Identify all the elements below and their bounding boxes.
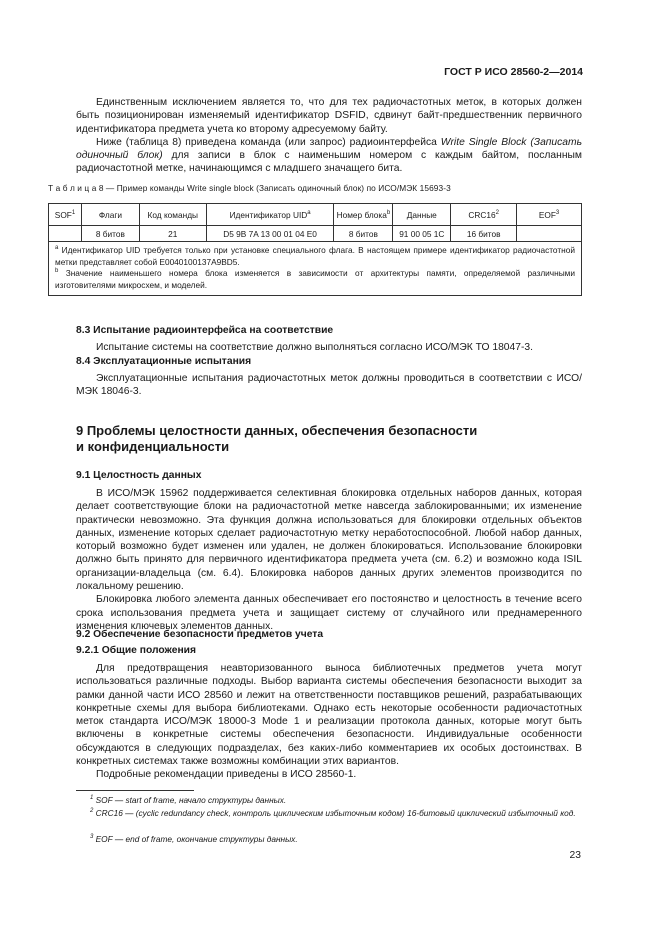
col-header-data: Данные <box>393 204 451 226</box>
cell-flags: 8 битов <box>81 226 139 242</box>
section-9-2-1-text <box>76 662 582 782</box>
footnote-2: $^2$ CRC16 — (cyclic redundancy check, контроль циклическим избыточным кодом) 16-битовый циклический избыточный код. <box>90 808 576 818</box>
cell-command-code: 21 <box>139 226 206 242</box>
table-header-row <box>49 204 582 226</box>
col-header-flags: Флаги <box>81 204 139 226</box>
section-9-1-title: 9.1 Целостность данных <box>76 470 202 481</box>
table-note-a: $^a$ Идентификатор UID требуется только при установке специального флага. В настоящем примере идентификатор радиочастотной метки представляет собой E0040100137A9BD5. <box>55 245 575 267</box>
col-header-uid: Идентификатор UID$^a$ <box>206 204 334 226</box>
intro-section <box>76 96 582 176</box>
page-number: 23 <box>569 850 581 861</box>
table-note-b: $^b$ Значение наименьшего номера блока изменяется в зависимости от архитектуры памяти, определяемой различными изготовителями микросхем, и моделей. <box>55 268 575 290</box>
table-caption: Т а б л и ц а 8 — Пример команды Write single block (Записать одиночный блок) по ИСО/МЭК 15693-3 <box>48 183 451 193</box>
col-header-crc16: $CRC16^2$ <box>451 204 517 226</box>
col-header-command-code: Код команды <box>139 204 206 226</box>
cell-eof <box>517 226 582 242</box>
section-9-1-paragraph-2: Блокировка любого элемента данных обеспечивает его постоянство и целостность в течение всего срока использования предмета учета и защищает систему от случайного или преднамеренного изменения ключевых элементов данных. <box>76 594 582 632</box>
section-9-2-1-paragraph-2: Подробные рекомендации приведены в ИСО 28560-1. <box>96 769 357 781</box>
section-9-2-title: 9.2 Обеспечение безопасности предметов учета <box>76 629 324 640</box>
footnote-separator <box>76 790 194 791</box>
running-header: ГОСТ Р ИСО 28560-2—2014 <box>444 66 583 78</box>
cell-data: 91 00 05 1C <box>393 226 451 242</box>
section-8-4-title: 8.4 Эксплуатационные испытания <box>76 356 252 367</box>
table-notes <box>49 242 582 296</box>
intro-paragraph-2: Ниже (таблица 8) приведена команда (или запрос) радиоинтерфейса Write Single Block (Записать одиночный блок) для записи в блок с наименьшим номером с каждым байтом, посланным радиочастотной метке, начинающимся с младшего значащего бита. <box>76 136 582 175</box>
section-8-3-text: Испытание системы на соответствие должно выполняться согласно ИСО/МЭК ТО 18047-3. <box>96 342 533 353</box>
table-row <box>49 226 582 242</box>
command-name: Write Single Block (Записать одиночный блок) <box>76 136 582 162</box>
intro-paragraph-1: Единственным исключением является то, что для тех радиочастотных меток, в которых должен быть позиционирован изменяемый идентификатор DSFID, сдвинут байт-предшественник первичного идентификатора предмета учета ко второму адресуемому байту. <box>76 97 582 135</box>
section-8-3-title: 8.3 Испытание радиоинтерфейса на соответствие <box>76 325 334 336</box>
col-header-eof: EOF$^3$ <box>517 204 582 226</box>
cell-sof <box>49 226 82 242</box>
section-9-1-paragraph-1: В ИСО/МЭК 15962 поддерживается селективная блокировка отдельных наборов данных, которая делает соответствующие блоки на радиочастотной метке навсегда заблокированными; их изменение практически невозможно. Эта функция должна использоваться для блокировки отдельных объектов данных, изменение которых сделает радиочастотную метку неработоспособной. Любой набор данных, который возможно будет изменен или удален, не должен блокироваться. Использование блокировки должно быть принято для первичного идентификатора предмета учета (см. 6.2) и возможно кода ISIL организации-владельца (см. 6.4). Блокировка наборов данных других элементов производится по локальному решению. <box>76 488 582 593</box>
command-table <box>48 203 582 296</box>
footnote-1: $^1$ SOF — start of frame, начало структуры данных. <box>90 795 287 805</box>
col-header-block-number: Номер блока$^b$ <box>334 204 393 226</box>
cell-block-number: 8 битов <box>334 226 393 242</box>
section-9-2-1-title: 9.2.1 Общие положения <box>76 645 196 656</box>
section-8-4-text: Эксплуатационные испытания радиочастотных меток должны проводиться в соответствии с ИСО/МЭК 18046-3. <box>76 373 582 398</box>
cell-uid: D5 9B 7A 13 00 01 04 E0 <box>206 226 334 242</box>
section-9-title: 9 Проблемы целостности данных, обеспечения безопасности и конфиденциальности <box>76 423 478 454</box>
col-header-sof: SOF$^1$ <box>49 204 82 226</box>
section-9-2-1-paragraph-1: Для предотвращения неавторизованного выноса библиотечных предметов учета могут использоваться различные подходы. Выбор варианта системы обеспечения безопасности выходит за рамки данной части ИСО 28560 и лежит на ответственности поставщиков решений, разрабатывающих конкретные схемы для выбора библиотеками. Однако есть некоторые особенности радиочастотных меток стандарта ИСО/МЭК 18000-3 Mode 1 и реализации протокола данных, которые могут быть включены в конкретные системы обеспечения безопасности. Индивидуальные особенности обсуждаются в следующих подразделах, без каких-либо комментариев их особых достоинствах. В конкретных системах также возможны комбинации этих вариантов. <box>76 663 582 768</box>
section-9-1-text <box>76 487 582 633</box>
cell-crc16: 16 битов <box>451 226 517 242</box>
footnote-3: $^3$ EOF — end of frame, окончание структуры данных. <box>90 834 298 844</box>
table-notes-row <box>49 242 582 296</box>
